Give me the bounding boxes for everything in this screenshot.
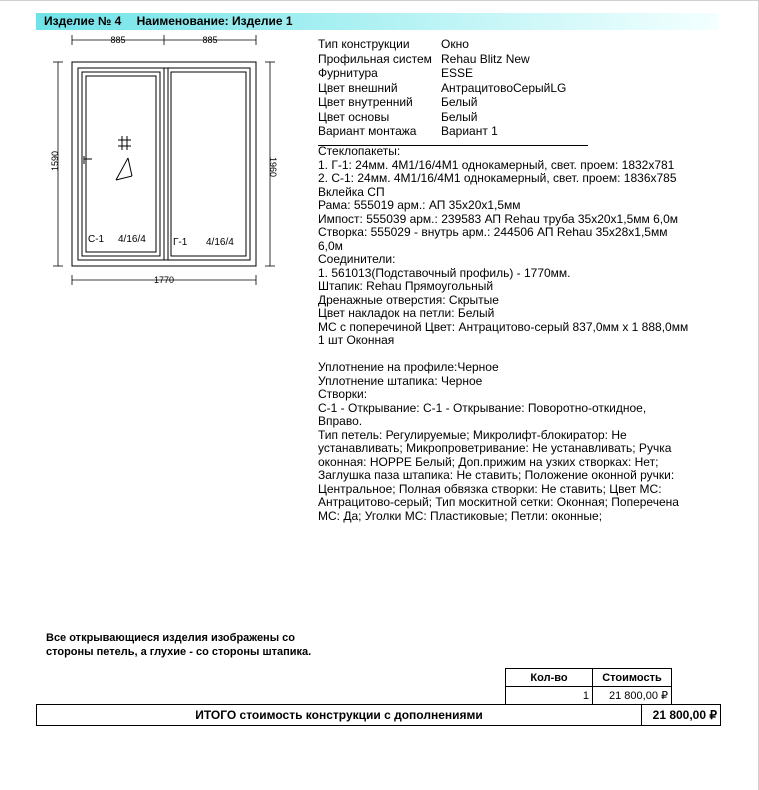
property-row: Цвет основы Белый <box>318 109 478 124</box>
spec-line: Створки: <box>318 387 368 401</box>
spec-line: Тип петель: Регулируемые; Микролифт-блокиратор: Не устанавливать; Микропроветривание: Не устанавливать; Ручка оконная: HOPPE Белый; Доп.прижим на узких створках: Нет; Заглушка паза штапика: Не ставить; Положение оконной ручки: Центральное; Полная обвязка створки: Не ставить; Цвет МС: Антрацитово-серый; Тип москитной сетки: Оконная; Поперечена МС: Да; Уголки МС: Пластиковые; Петли: оконные; <box>318 427 679 523</box>
spec-line: Вклейка СП <box>318 184 385 199</box>
qty-cell: 1 <box>506 687 593 705</box>
spec-line: Дренажные отверстия: Скрытые <box>318 292 499 307</box>
dim-top-right: 885 <box>202 35 218 45</box>
item-number: Изделие № 4 <box>44 14 122 28</box>
spec-blank <box>318 348 718 362</box>
glass-label-right: 4/16/4 <box>206 237 234 248</box>
item-name: Наименование: Изделие 1 <box>136 14 293 28</box>
spec-line: Створка: 555029 - внутрь арм.: 244506 АП Rehau 35x28x1,5мм 6,0м <box>318 225 668 253</box>
total-row <box>36 704 721 726</box>
spec-line: С-1 - Открывание: С-1 - Открывание: Поворотно-откидное, Вправо. <box>318 400 647 428</box>
spec-line: Рама: 555019 арм.: АП 35x20x1,5мм <box>318 198 521 212</box>
total-value: 21 800,00 ₽ <box>652 708 717 722</box>
page-border-top <box>0 0 759 1</box>
spec-line: МС с поперечиной Цвет: Антрацитово-серый 837,0мм x 1 888,0мм 1 шт Оконная <box>318 319 689 347</box>
spec-line: Уплотнение на профиле:Черное <box>318 360 499 374</box>
specifications <box>318 145 718 523</box>
spec-line: Цвет накладок на петли: Белый <box>318 306 495 320</box>
spec-line: Соединители: <box>318 252 396 266</box>
property-row: Профильная систем Rehau Blitz New <box>318 51 530 66</box>
spec-line: 1. 561013(Подставочный профиль) - 1770мм. <box>318 265 571 280</box>
spec-line: Стеклопакеты: <box>318 144 401 158</box>
item-header <box>44 13 305 30</box>
sash-label-left: С-1 <box>88 234 105 245</box>
top-dimension <box>72 35 256 45</box>
spec-line: 1. Г-1: 24мм. 4М1/16/4М1 однокамерный, свет. проем: 1832x781 <box>318 157 675 172</box>
property-row: Тип конструкции Окно <box>318 37 469 51</box>
sash-label-right: Г-1 <box>173 237 188 248</box>
total-label: ИТОГО стоимость конструкции с дополнениями <box>37 705 642 725</box>
dim-height-right: 1960 <box>268 156 278 178</box>
qty-header: Кол-во <box>506 669 593 687</box>
price-table-left-gap <box>36 668 505 704</box>
window-drawing <box>40 30 285 290</box>
glass-label-left: 4/16/4 <box>118 234 146 245</box>
spec-line: Уплотнение штапика: Черное <box>318 373 483 388</box>
dim-bottom: 1770 <box>153 275 175 285</box>
property-row: Фурнитура ESSE <box>318 66 474 80</box>
dim-height-left: 1590 <box>50 150 60 172</box>
spec-line: 2. С-1: 24мм. 4М1/16/4М1 однокамерный, свет. проем: 1836x785 <box>318 171 677 185</box>
properties-list <box>318 37 566 139</box>
property-row: Цвет внутренний Белый <box>318 95 478 109</box>
cost-cell: 21 800,00 ₽ <box>593 687 672 705</box>
dim-top-left: 885 <box>110 35 126 45</box>
property-row: Вариант монтажа Вариант 1 <box>318 124 498 138</box>
cost-header: Стоимость <box>593 669 672 687</box>
spec-line: Штапик: Rehau Прямоугольный <box>318 279 494 293</box>
spec-line: Импост: 555039 арм.: 239583 АП Rehau труба 35x20x1,5мм 6,0м <box>318 211 679 226</box>
price-table <box>505 668 672 705</box>
property-row: Цвет внешний АнтрацитовоСерыйLG <box>318 80 567 95</box>
drawing-note: Все открывающиеся изделия изображены со стороны петель, а глухие - со стороны штапика. <box>46 632 312 658</box>
